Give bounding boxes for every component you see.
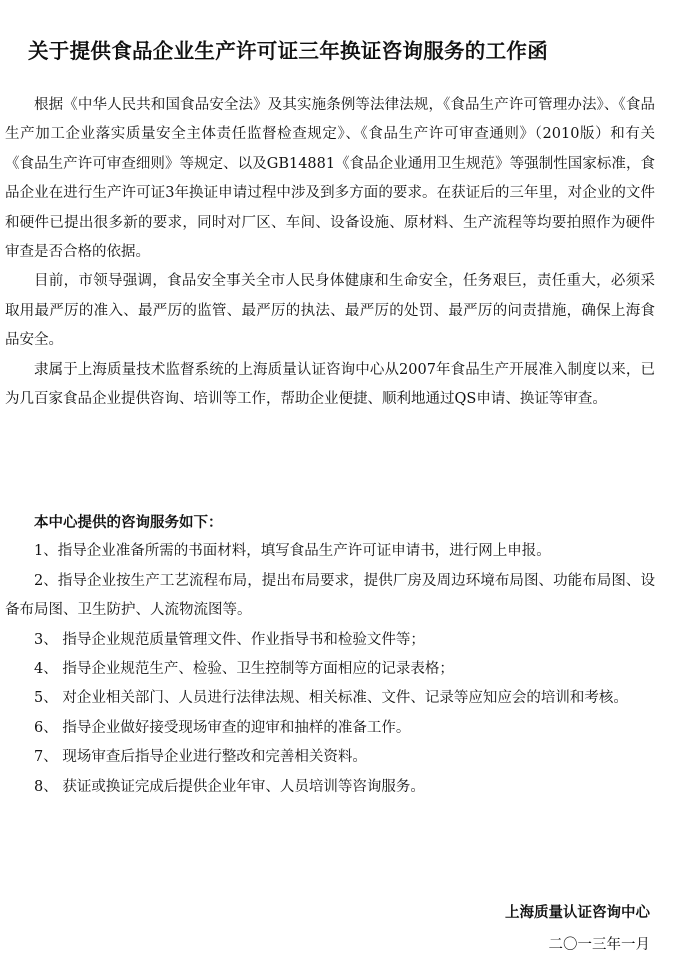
service-item: 4、 指导企业规范生产、检验、卫生控制等方面相应的记录表格； [34, 661, 454, 678]
service-item: 8、 获证或换证完成后提供企业年审、人员培训等咨询服务。 [34, 778, 425, 795]
signature-date: 二〇一三年一月 [548, 937, 650, 953]
signature-block [505, 897, 650, 961]
body-paragraph: 隶属于上海质量技术监督系统的上海质量认证咨询中心从2007年食品生产开展准入制度以来，已为几百家食品企业提供咨询、培训等工作，帮助企业便捷、顺利地通过QS申请、换证等审查。 [5, 361, 655, 408]
body-paragraph: 根据《中华人民共和国食品安全法》及其实施条例等法律法规，《食品生产许可管理办法》、《食品生产加工企业落实质量安全主体责任监督检查规定》、《食品生产许可审查通则》（2010版）和有关《食品生产许可审查细则》等规定、以及GB14881《食品企业通用卫生规范》等强制性国家标准，食品企业在进行生产许可证3年换证申请过程中涉及到多方面的要求。在获证后的三年里，对企业的文件和硬件已提出很多新的要求，同时对厂区、车间、设备设施、原材料、生产流程等均要拍照作为硬件审查是否合格的依据。 [5, 97, 655, 261]
document-title: 关于提供食品企业生产许可证三年换证咨询服务的工作函 [28, 39, 548, 63]
services-section [5, 508, 655, 802]
service-item: 5、 对企业相关部门、人员进行法律法规、相关标准、文件、记录等应知应会的培训和考核。 [34, 690, 628, 707]
service-item: 2、指导企业按生产工艺流程布局，提出布局要求，提供厂房及周边环境布局图、功能布局图、设备布局图、卫生防护、人流物流图等。 [5, 572, 655, 619]
service-item: 7、 现场审查后指导企业进行整改和完善相关资料。 [34, 749, 367, 766]
service-item: 1、指导企业准备所需的书面材料，填写食品生产许可证申请书，进行网上申报。 [34, 543, 551, 560]
service-item: 6、 指导企业做好接受现场审查的迎审和抽样的准备工作。 [34, 719, 411, 736]
body-paragraph: 目前，市领导强调，食品安全事关全市人民身体健康和生命安全，任务艰巨，责任重大，必须采取用最严厉的准入、最严厉的监管、最严厉的执法、最严厉的处罚、最严厉的问责措施，确保上海食品安全。 [5, 273, 655, 349]
services-heading: 本中心提供的咨询服务如下： [34, 514, 223, 531]
service-item: 3、 指导企业规范质量管理文件、作业指导书和检验文件等； [34, 631, 425, 648]
signature-organization: 上海质量认证咨询中心 [505, 904, 650, 921]
document-body [5, 91, 655, 414]
